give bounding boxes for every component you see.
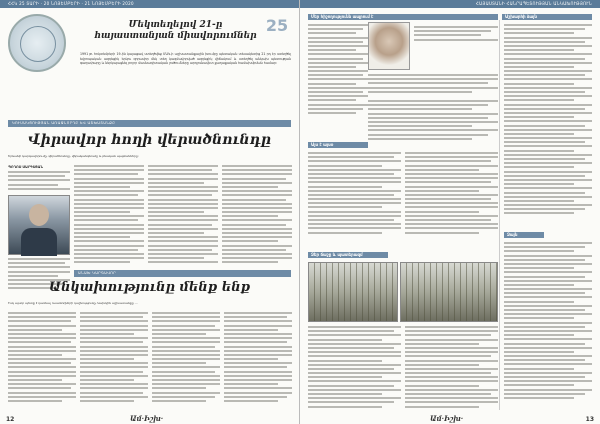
right-section-a: Մեր հիշողությունն ապրում է — [308, 14, 498, 20]
lead-headline: Մեկտեղելով 21-ը հայաստանյան միավորումներ — [94, 20, 257, 41]
article-title-1: Վիրավոր հողի վերածնունդը — [27, 132, 272, 148]
un-emblem-icon — [8, 14, 66, 72]
article-byline-1: ՊՈՂՈՍ ՍԱՐԳՍՅԱՆ — [8, 165, 44, 169]
right-section-d: Աշխարհի ձայն — [502, 14, 592, 20]
author-bio — [368, 74, 498, 95]
section-bar-2: ԱՆԱԽ ԿԱՐԳԱՎՈՐ — [74, 270, 291, 277]
right-page-number: 13 — [585, 416, 594, 423]
left-footer-logo: Ամ·Իշխ· — [130, 414, 164, 423]
sidebar-text — [8, 171, 70, 192]
section-b-body — [308, 152, 498, 236]
right-topbar: ՀԱՅԱՍՏԱՆԻ ՀԱՆՐԱՊԵՏՈՒԹՅԱՆ ԱՆԿԱԽՈՒԹՅՈՒՆ — [300, 0, 600, 8]
right-section-b: Այս է այսօ — [308, 142, 368, 148]
column-divider — [499, 20, 500, 410]
left-topbar: ՀՀԿ 25 ՏԱՐԻ · 20 ՆՈՅԵՄԲԵՐԻ · 21 ՆՈՅԵՄԲԵՐԻ 2020 — [0, 0, 299, 8]
article-1-body — [74, 165, 292, 266]
lead-intro: 1991 թ. հոկտեմբերի 19-ին կայացավ ստեղծվեց ՄԱԿ-ի աշխատանքային խումբը պետական տեսակետից 21 րդ էր ստեղծել եվրոպական ազդեցիկ երկու զորավոր մեկ տեղ կազմավորված ազդեցիկ վիճակում և ստեղծել անկախ պետության գաղափարը և ներկայացնել բոլոր մասնագիտական լուծումները արդյունավետ քաղաքական համախմբման համար: — [80, 52, 291, 65]
poem-column-3 — [504, 24, 592, 217]
trees-photo — [308, 262, 398, 322]
poem-column-1 — [308, 24, 368, 116]
ruins-photo — [400, 262, 498, 322]
lead-article-header — [8, 12, 291, 117]
section-c-body — [308, 326, 498, 410]
right-section-c: Ձեր ճաշը և պատերազմ — [308, 252, 388, 258]
author-caption — [414, 26, 498, 43]
veteran-portrait-photo — [8, 195, 70, 255]
article-lede-2: Իսկ այսօր պետք է դառնալ ուսանողների դաշնությունը, նախկին աշխատանքը ... — [8, 301, 138, 305]
right-footer-logo: Ամ·Իշխ· — [430, 414, 464, 423]
anniversary-badge: 25 — [265, 16, 289, 35]
poem-column-4 — [504, 242, 592, 401]
right-section-e: Ձայն — [504, 232, 544, 238]
author-portrait-photo — [368, 22, 410, 70]
section-bar-1: ԿՈՒՍԱԿՑՈՒԹՅԱՆ ԱՌԱՋՆՈՐԴԸ ԵՎ ԱՇԽԱՏԱՆՔԸ — [8, 120, 291, 127]
left-page-number: 12 — [6, 416, 15, 423]
poem-column-2 — [368, 100, 498, 142]
article-lede-1: Երևանի կարգավորումը, վերածնունդը, վերականգնումը և բնական պայմանները: — [8, 154, 139, 158]
article-2-body — [8, 312, 292, 404]
right-page — [300, 0, 600, 424]
article-title-2: Անկախությունը մենք ենք — [48, 280, 251, 295]
